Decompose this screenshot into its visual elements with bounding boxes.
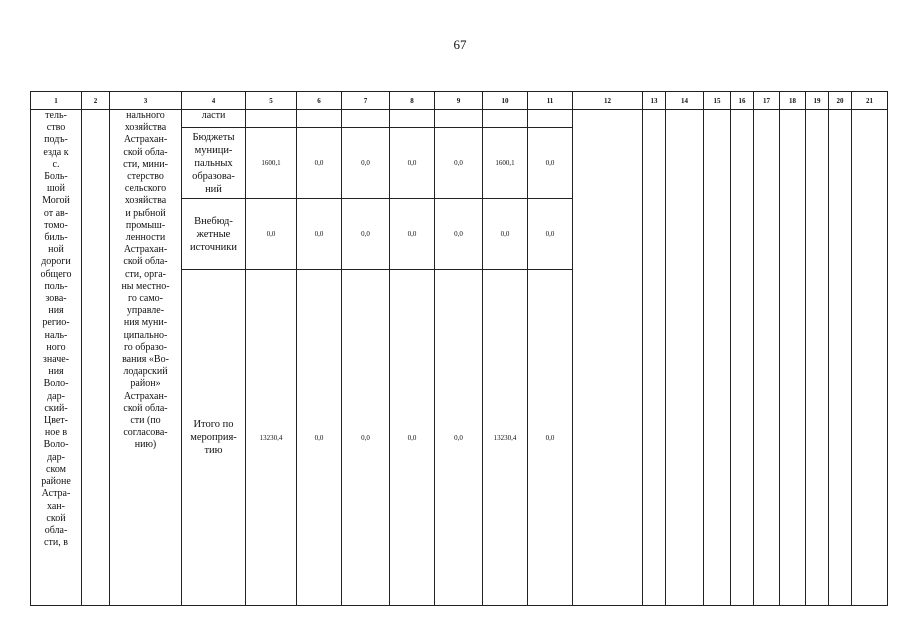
empty-cell	[573, 110, 643, 606]
value-cell	[246, 110, 297, 128]
value-cell	[528, 110, 573, 128]
column-header: 8	[390, 92, 435, 110]
empty-cell	[82, 110, 110, 606]
column-header: 4	[182, 92, 246, 110]
column-header: 20	[829, 92, 852, 110]
column-header: 18	[780, 92, 806, 110]
budget-table-container	[30, 91, 887, 604]
value-cell: 1600,1	[246, 128, 297, 199]
value-cell	[297, 110, 342, 128]
value-cell: 0,0	[435, 128, 483, 199]
column-header: 11	[528, 92, 573, 110]
value-cell: 0,0	[435, 199, 483, 270]
empty-cell	[704, 110, 731, 606]
column-header: 3	[110, 92, 182, 110]
column-header: 12	[573, 92, 643, 110]
value-cell: 1600,1	[483, 128, 528, 199]
empty-cell	[806, 110, 829, 606]
column-header: 17	[754, 92, 780, 110]
value-cell: 0,0	[390, 270, 435, 606]
value-cell: 0,0	[342, 270, 390, 606]
funding-source-cell: Внебюд- жетные источники	[182, 199, 246, 270]
column-number-row	[31, 92, 888, 110]
value-cell: 0,0	[246, 199, 297, 270]
funding-source-cell: Бюджеты муници- пальных образова- ний	[182, 128, 246, 199]
value-cell: 0,0	[528, 270, 573, 606]
column-header: 15	[704, 92, 731, 110]
executor-cell: нального хозяйства Астрахан- ской обла- сти, мини- стерство сельского хозяйства и рыбной промыш- ленности Астрахан- ской обла- сти, орга- ны местно- го само- управле- ния муни- ципально- го образо- вания «Во- лодарский район» Астрахан- ской обла- сти (по согласова- нию)	[110, 110, 182, 606]
column-header: 16	[731, 92, 754, 110]
column-header: 19	[806, 92, 829, 110]
value-cell: 0,0	[528, 128, 573, 199]
value-cell	[390, 110, 435, 128]
value-cell	[435, 110, 483, 128]
empty-cell	[852, 110, 888, 606]
empty-cell	[666, 110, 704, 606]
column-header: 10	[483, 92, 528, 110]
value-cell: 13230,4	[246, 270, 297, 606]
budget-table	[30, 91, 888, 606]
column-header: 9	[435, 92, 483, 110]
column-header: 5	[246, 92, 297, 110]
funding-source-cell: ласти	[182, 110, 246, 128]
empty-cell	[754, 110, 780, 606]
empty-cell	[829, 110, 852, 606]
table-row	[31, 110, 888, 128]
empty-cell	[731, 110, 754, 606]
value-cell: 0,0	[342, 128, 390, 199]
value-cell: 0,0	[528, 199, 573, 270]
column-header: 6	[297, 92, 342, 110]
value-cell: 0,0	[435, 270, 483, 606]
column-header: 2	[82, 92, 110, 110]
column-header: 14	[666, 92, 704, 110]
funding-source-cell: Итого по мероприя- тию	[182, 270, 246, 606]
column-header: 7	[342, 92, 390, 110]
activity-name-cell: тель- ство подъ- езда к с. Боль- шой Могой от ав- томо- биль- ной дороги общего поль- зова- ния регио- наль- ного значе- ния Воло- дар- ский- Цвет- ное в Воло- дар- ском районе Астра- хан- ской обла- сти, в	[31, 110, 82, 606]
page-number: 67	[453, 37, 467, 52]
value-cell: 0,0	[342, 199, 390, 270]
empty-cell	[643, 110, 666, 606]
column-header: 21	[852, 92, 888, 110]
value-cell	[483, 110, 528, 128]
column-header: 13	[643, 92, 666, 110]
value-cell: 0,0	[297, 199, 342, 270]
value-cell: 0,0	[297, 270, 342, 606]
value-cell: 0,0	[297, 128, 342, 199]
value-cell	[342, 110, 390, 128]
empty-cell	[780, 110, 806, 606]
value-cell: 13230,4	[483, 270, 528, 606]
column-header: 1	[31, 92, 82, 110]
value-cell: 0,0	[483, 199, 528, 270]
value-cell: 0,0	[390, 128, 435, 199]
value-cell: 0,0	[390, 199, 435, 270]
